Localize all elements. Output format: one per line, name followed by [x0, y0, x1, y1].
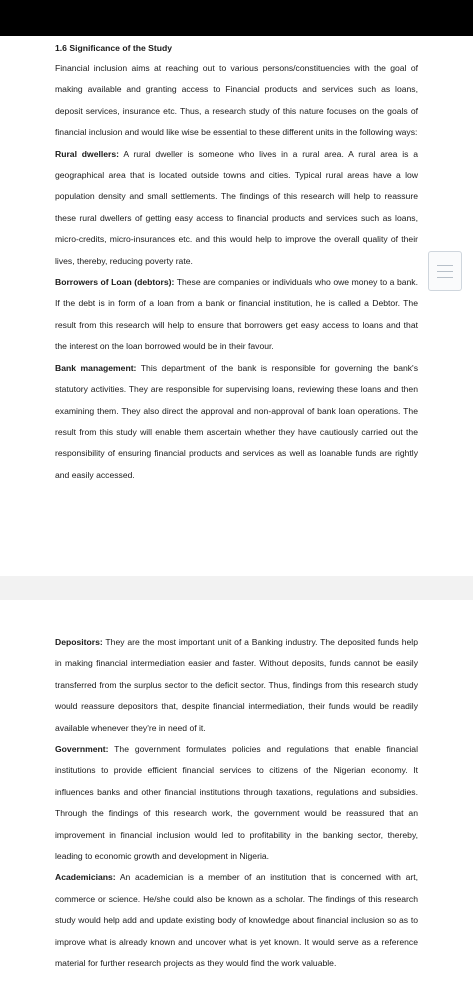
- term-bank-management: Bank management:: [55, 362, 137, 373]
- paragraph-depositors: [55, 632, 418, 739]
- document-page-2: [0, 600, 473, 1000]
- term-rural-dwellers: Rural dwellers:: [55, 148, 120, 159]
- text-depositors: They are the most important unit of a Banking industry. The deposited funds help in making financial intermediation easier and faster. Without deposits, funds cannot be easily transferred from the surplus sector to the deficit sector. Thus, findings from this research study would reassure depositors that, despite financial intermediation, their funds would be readily available whenever they're in need of it.: [55, 637, 418, 733]
- text-rural-dwellers: A rural dweller is someone who lives in a rural area. A rural area is a geographical area that is located outside towns and cities. Typical rural areas have a low population density and small settlements. The findings of this research will help to reassure these rural dwellers of getting easy access to financial products and services such as loans, micro-credits, micro-insurances etc. and this would help to improve the overall quality of their lives, thereby, reducing poverty rate.: [55, 148, 419, 266]
- term-academicians: Academicians:: [55, 872, 116, 883]
- paragraph-government: [55, 739, 418, 867]
- term-government: Government:: [55, 744, 109, 755]
- grip-line-icon: [437, 277, 453, 278]
- text-government: The government formulates policies and regulations that enable financial institutions to provide efficient financial services to citizens of the Nigerian economy. It influences banks and other financial institutions through taxations, regulations and subsidies. Through the findings of this research work, the government would be reassured that an improvement in financial inclusion would led to profitability in the banking sector, thereby, leading to economic growth and development in Nigeria.: [55, 744, 418, 862]
- text-bank-management: This department of the bank is responsible for governing the bank's statutory activities. They are responsible for supervising loans, reviewing these loans and then examining them. They also direct the approval and non-approval of bank loan operations. The result from this study will enable them ascertain whether they have cautiously carried out the responsibility of ensuring financial products and services as well as loanable funds are rightly and easily accessed.: [55, 362, 418, 480]
- grip-line-icon: [437, 265, 453, 266]
- paragraph-academicians: [55, 867, 418, 974]
- paragraph-bank-management: [55, 358, 418, 486]
- grip-line-icon: [437, 271, 453, 272]
- intro-paragraph: Financial inclusion aims at reaching out to various persons/constituencies with the goal of making available and granting access to Financial products and services such as loans, deposit services, insurance etc. Thus, a research study of this nature focuses on the goals of financial inclusion and would like wise be essential to these different units in the following ways:: [55, 63, 418, 138]
- paragraph-rural-dwellers: [55, 144, 418, 272]
- status-bar: [0, 0, 473, 36]
- term-borrowers: Borrowers of Loan (debtors):: [55, 277, 175, 288]
- document-page-1: [0, 36, 473, 576]
- text-borrowers: These are companies or individuals who owe money to a bank. If the debt is in form of a loan from a bank or financial institution, he is called a Debtor. The result from this research will help to ensure that borrowers get easy access to loans and that the interest on the loan borrowed would be in their favour.: [55, 277, 418, 352]
- text-academicians: An academician is a member of an institution that is concerned with art, commerce or science. He/she could also be known as a scholar. The findings of this research study would help add and update existing body of knowledge about financial inclusion so as to improve what is already known and uncover what is yet known. It would serve as a reference material for further research projects as they would find the work valuable.: [55, 872, 418, 969]
- paragraph-borrowers: [55, 272, 418, 358]
- term-depositors: Depositors:: [55, 637, 103, 647]
- section-heading: 1.6 Significance of the Study: [55, 43, 172, 53]
- scroll-handle[interactable]: [428, 251, 462, 291]
